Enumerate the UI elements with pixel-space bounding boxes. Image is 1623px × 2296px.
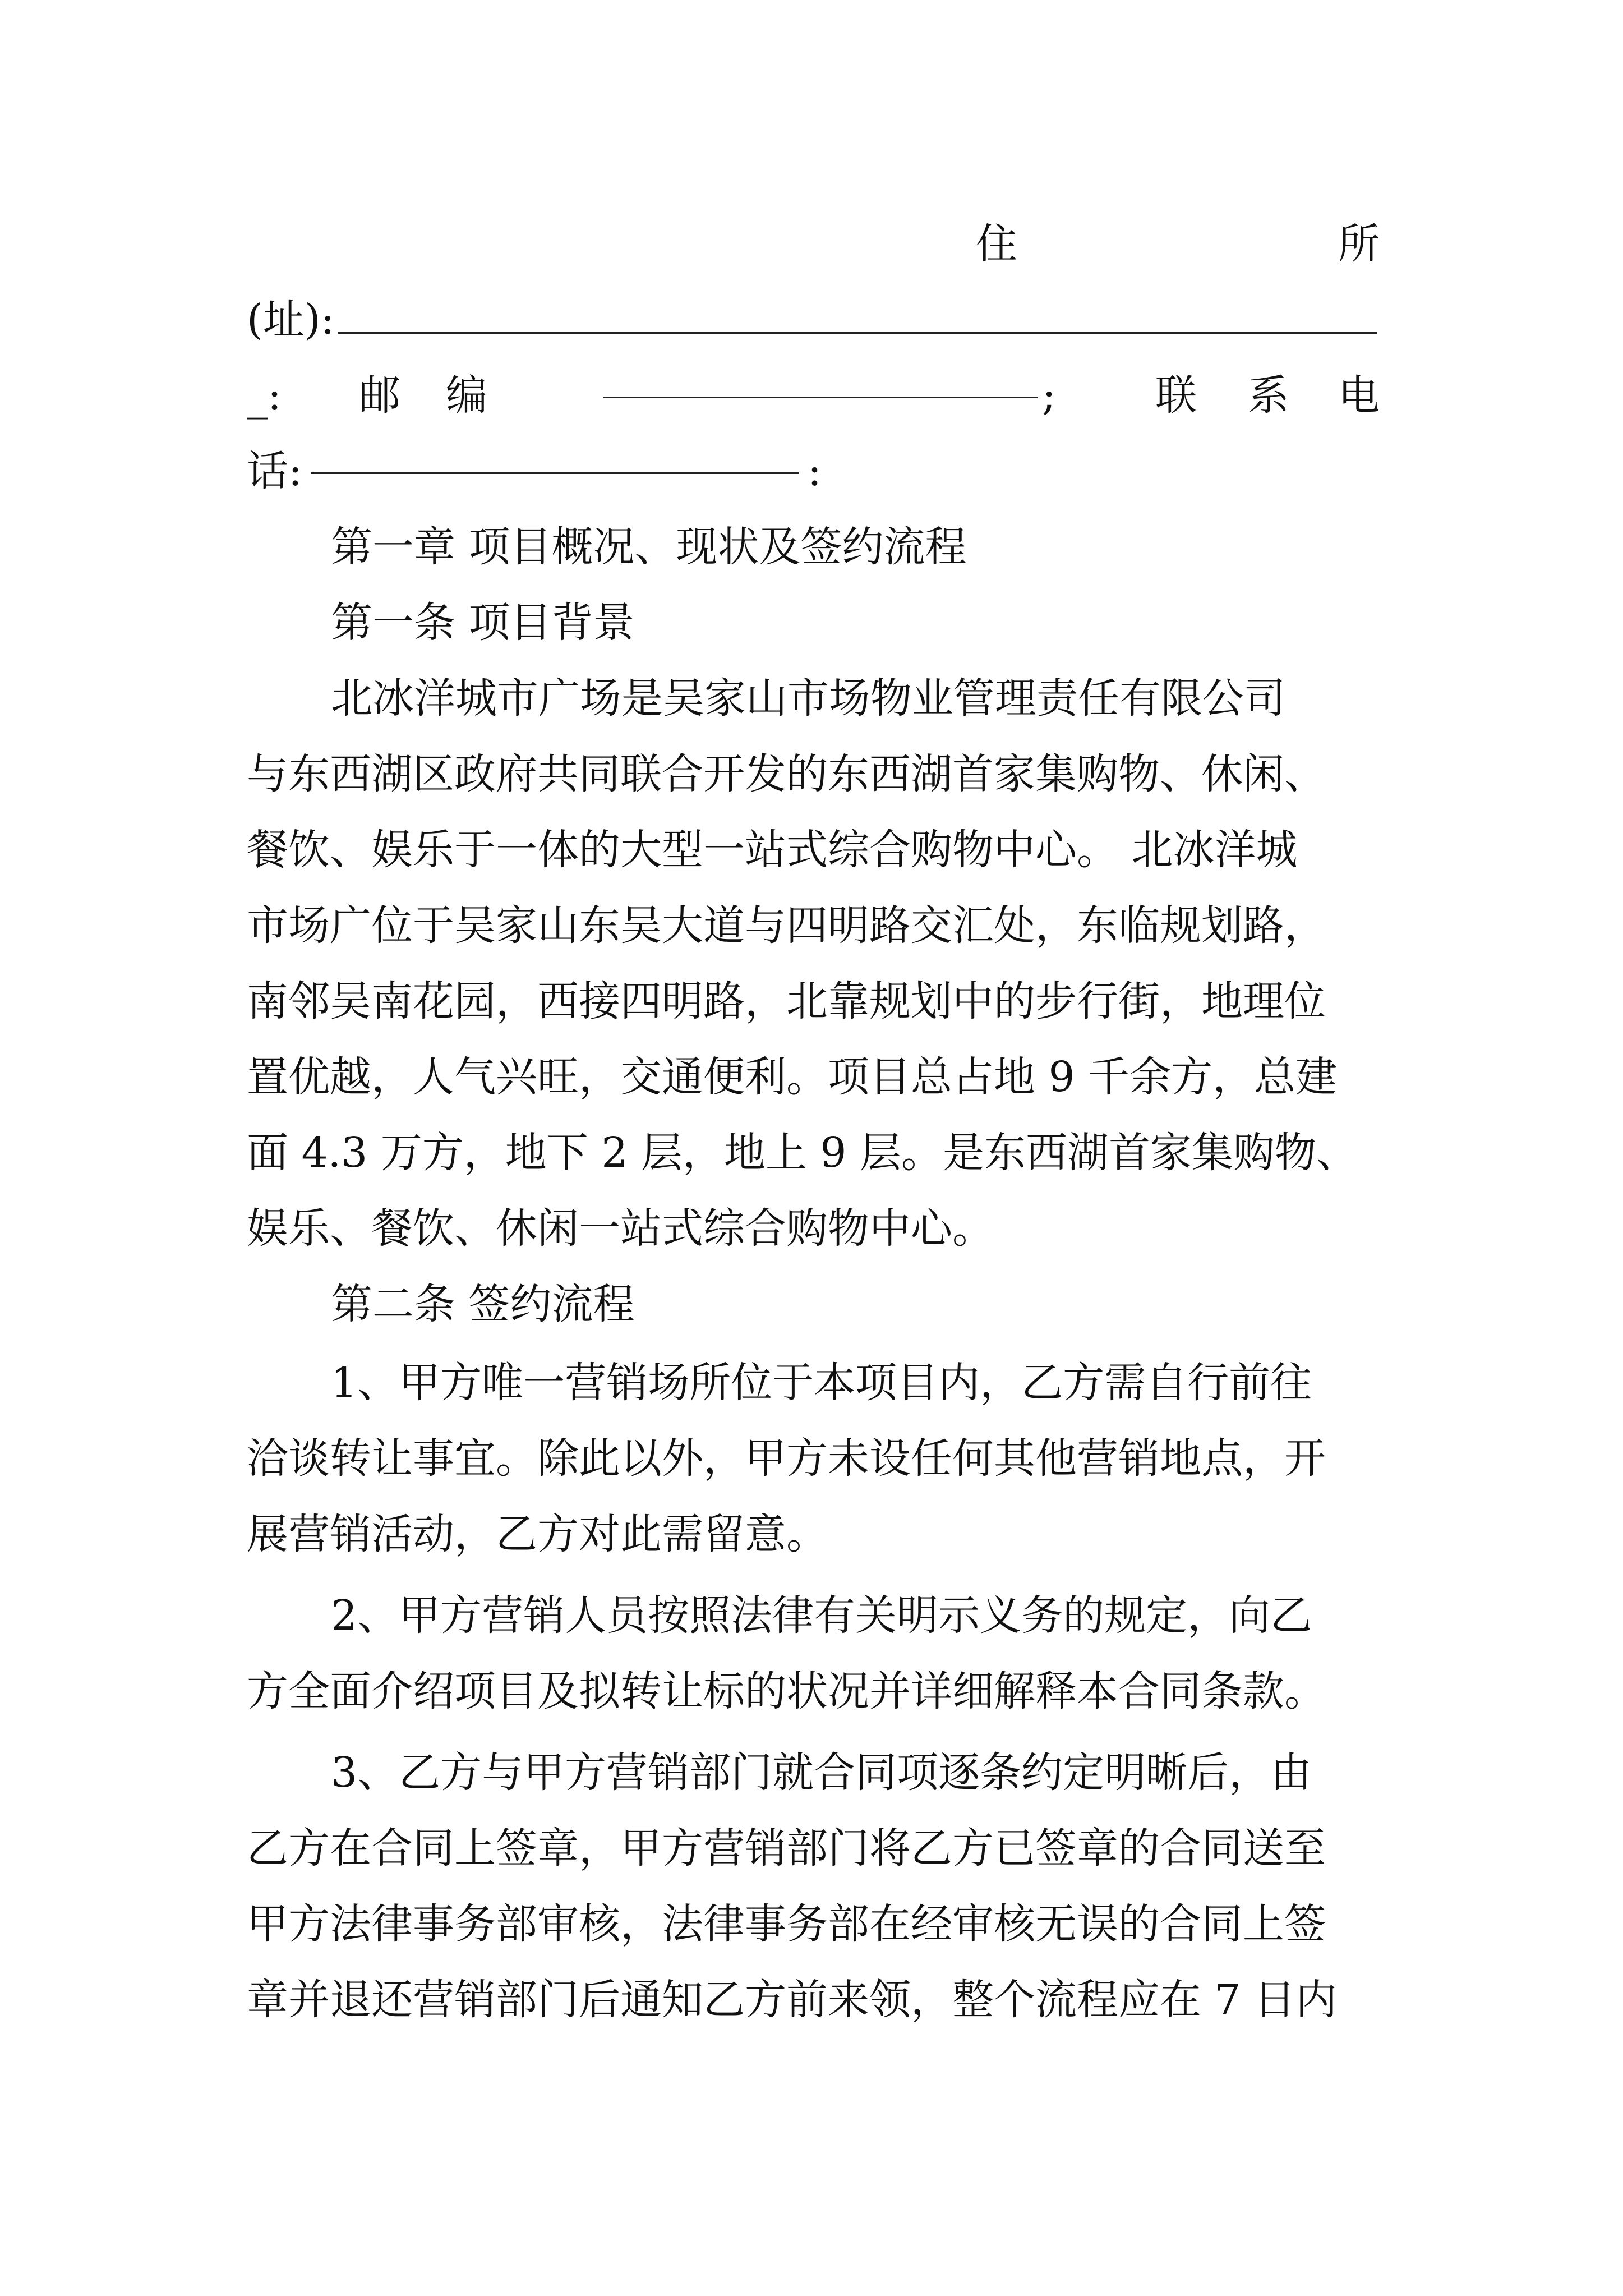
address-char-1: 住 (976, 220, 1017, 268)
article-2-title: 第二条 签约流程 (331, 1280, 635, 1328)
article-1-line: 置优越，人气兴旺，交通便利。项目总占地 9 千余方，总建 (247, 1053, 1338, 1101)
address-heading-line (247, 205, 1380, 283)
clause-1-line: 洽谈转让事宜。除此以外，甲方未设任何其他营销地点，开 (247, 1434, 1326, 1483)
phone-line (247, 432, 1380, 510)
postcode-prefix: _: (247, 371, 282, 420)
contact-label-1: 联 (1155, 371, 1197, 420)
address-char-2: 所 (1338, 220, 1380, 268)
article-1-line: 市场广位于吴家山东吴大道与四明路交汇处，东临规划路， (247, 901, 1326, 950)
article-1-line: 餐饮、娱乐于一体的大型一站式综合购物中心。 北冰洋城 (247, 826, 1298, 874)
phone-blank (311, 436, 799, 474)
article-1-line: 北冰洋城市广场是吴家山市场物业管理责任有限公司 (331, 674, 1285, 723)
contact-label-3: 电 (1338, 371, 1380, 420)
postcode-line (247, 356, 1380, 435)
article-1-line: 面 4.3 万方，地下 2 层，地上 9 层。是东西湖首家集购物、 (247, 1129, 1358, 1177)
address-label: (址): (247, 296, 335, 344)
article-1-line: 娱乐、餐饮、休闲一站式综合购物中心。 (247, 1204, 994, 1253)
chapter-title: 第一章 项目概况、现状及签约流程 (331, 523, 967, 571)
clause-3-line: 章并退还营销部门后通知乙方前来领，整个流程应在 7 日内 (247, 1976, 1338, 2024)
postcode-semicolon: ; (1042, 371, 1056, 420)
contact-label-2: 系 (1248, 371, 1289, 420)
postcode-blank (603, 361, 1038, 398)
clause-1-line: 展营销活动，乙方对此需留意。 (247, 1510, 828, 1558)
article-1-line: 与东西湖区政府共同联合开发的东西湖首家集购物、休闲、 (247, 750, 1326, 798)
phone-label: 话: (247, 447, 302, 495)
clause-1-line: 1、甲方唯一营销场所位于本项目内，乙方需自行前往 (331, 1359, 1312, 1407)
clause-2-line: 方全面介绍项目及拟转让标的状况并详细解释本合同条款。 (247, 1667, 1326, 1715)
clause-2-line: 2、甲方营销人员按照法律有关明示义务的规定，向乙 (331, 1591, 1312, 1640)
article-1-line: 南邻吴南花园，西接四明路，北靠规划中的步行街，地理位 (247, 977, 1326, 1025)
address-field-line (247, 280, 1380, 359)
clause-3-line: 甲方法律事务部审核，法律事务部在经审核无误的合同上签 (247, 1900, 1326, 1948)
clause-3-line: 乙方在合同上签章，甲方营销部门将乙方已签章的合同送至 (247, 1824, 1326, 1872)
postcode-label-1: 邮 (359, 371, 400, 420)
clause-3-line: 3、乙方与甲方营销部门就合同项逐条约定明晰后，由 (331, 1749, 1312, 1797)
phone-suffix: : (808, 447, 822, 495)
address-blank (338, 296, 1377, 334)
article-1-title: 第一条 项目背景 (331, 599, 635, 647)
postcode-label-2: 编 (446, 371, 487, 420)
